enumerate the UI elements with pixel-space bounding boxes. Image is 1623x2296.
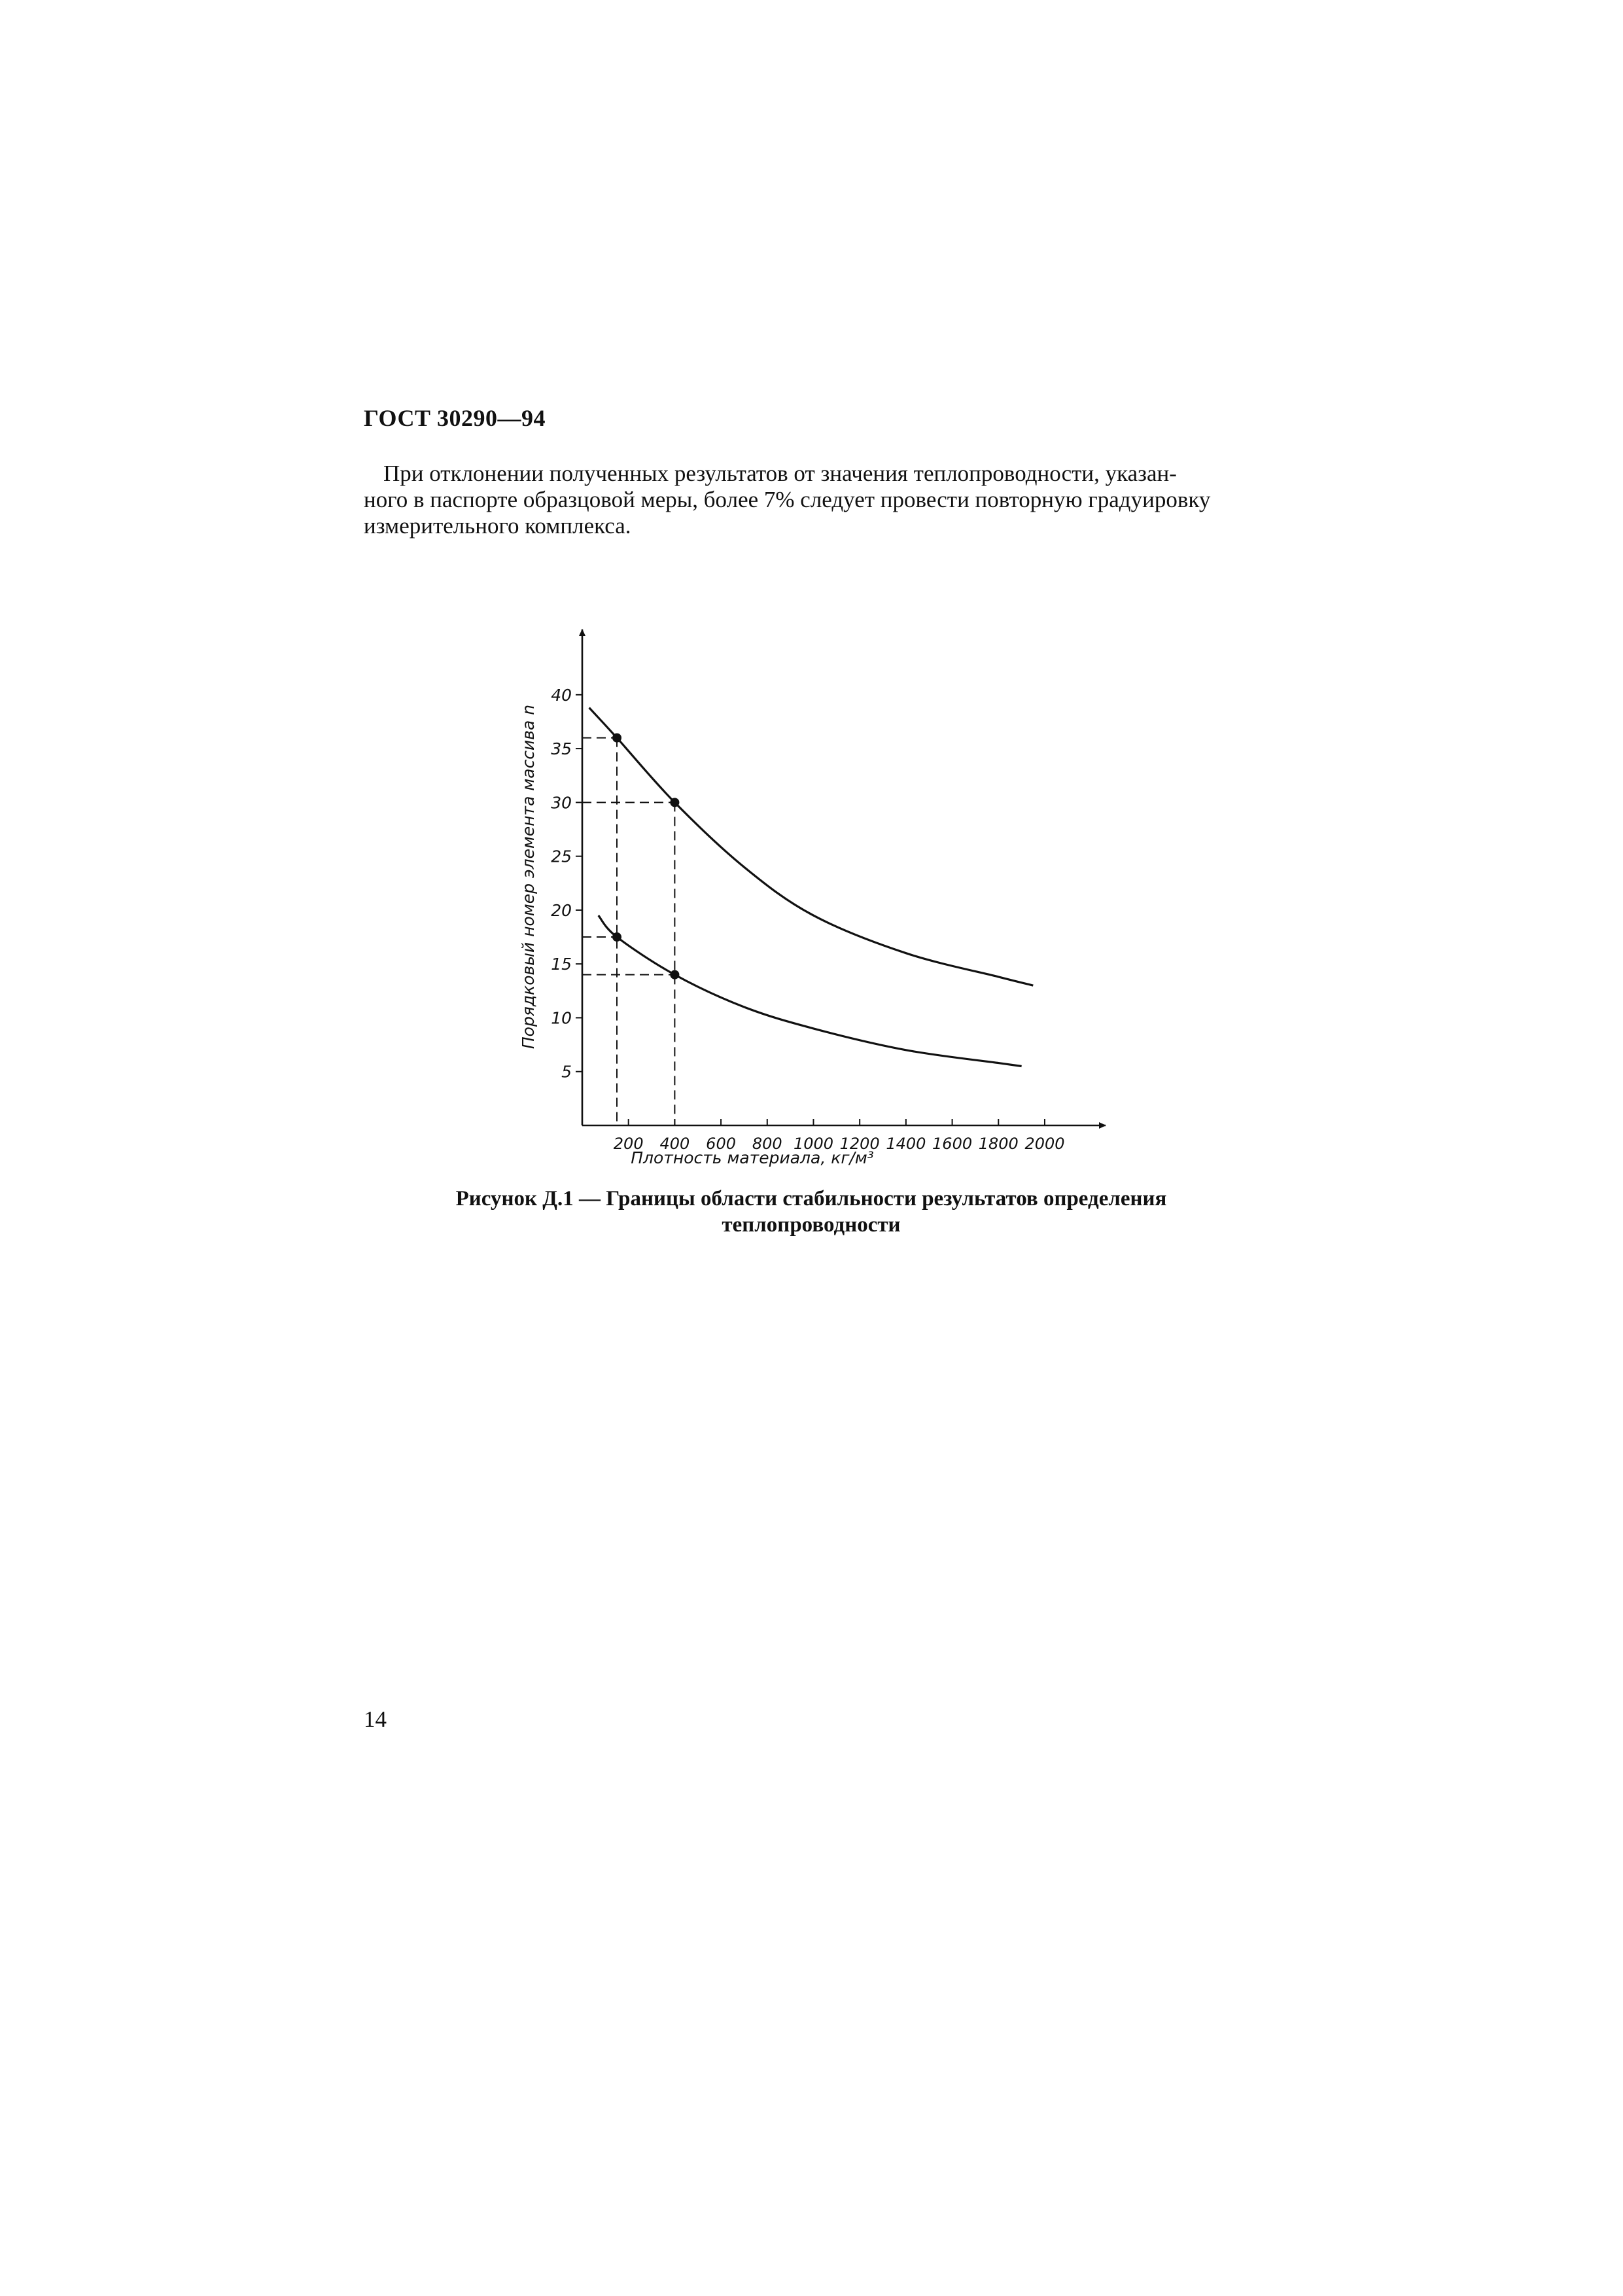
y-tick-label: 35 <box>551 739 572 759</box>
x-tick-label: 800 <box>752 1135 782 1153</box>
y-tick-label: 5 <box>561 1062 572 1082</box>
y-tick-label: 20 <box>551 900 572 920</box>
density-chart <box>504 622 1132 1178</box>
x-tick-label: 600 <box>706 1135 736 1153</box>
caption-line: теплопроводности <box>722 1213 901 1237</box>
y-tick-label: 15 <box>551 955 572 974</box>
x-tick-label: 1800 <box>978 1135 1019 1153</box>
x-tick-label: 1200 <box>839 1135 880 1153</box>
figure-caption <box>366 1186 1256 1238</box>
x-tick-label: 1600 <box>932 1135 973 1153</box>
y-tick-label: 40 <box>551 685 572 705</box>
x-axis-label: Плотность материала, кг/м³ <box>631 1148 874 1167</box>
page-number: 14 <box>364 1706 387 1732</box>
x-tick-label: 1000 <box>793 1135 834 1153</box>
chart-axes <box>582 629 1106 1125</box>
y-tick-label: 10 <box>551 1008 572 1028</box>
paragraph-line: ного в паспорте образцовой меры, более 7% следует провести повторную градуировку <box>364 487 1211 512</box>
marked-point <box>612 932 621 942</box>
marked-point <box>612 733 621 743</box>
series-line-2 <box>599 915 1022 1066</box>
x-tick-label: 1400 <box>886 1135 926 1153</box>
y-tick-label: 25 <box>551 847 572 866</box>
guide-lines <box>582 738 674 1125</box>
chart-ticks <box>551 686 1064 1153</box>
x-tick-label: 400 <box>659 1135 690 1153</box>
x-tick-label: 2000 <box>1024 1135 1065 1153</box>
marked-point <box>670 970 679 980</box>
caption-line: Рисунок Д.1 — Границы области стабильности результатов определения <box>455 1187 1167 1210</box>
chart-series <box>589 708 1034 1067</box>
marked-point <box>670 798 679 807</box>
body-paragraph <box>364 461 1280 539</box>
x-tick-label: 200 <box>613 1135 644 1153</box>
paragraph-line: При отклонении полученных результатов от значения теплопроводности, указан- <box>383 461 1177 486</box>
paragraph-line: измерительного комплекса. <box>364 513 631 539</box>
figure <box>504 622 1132 1178</box>
document-code-header: ГОСТ 30290—94 <box>364 405 546 431</box>
y-tick-label: 30 <box>551 793 572 813</box>
y-axis-label: Порядковый номер элемента массива n <box>519 704 538 1050</box>
series-line-1 <box>589 708 1034 986</box>
